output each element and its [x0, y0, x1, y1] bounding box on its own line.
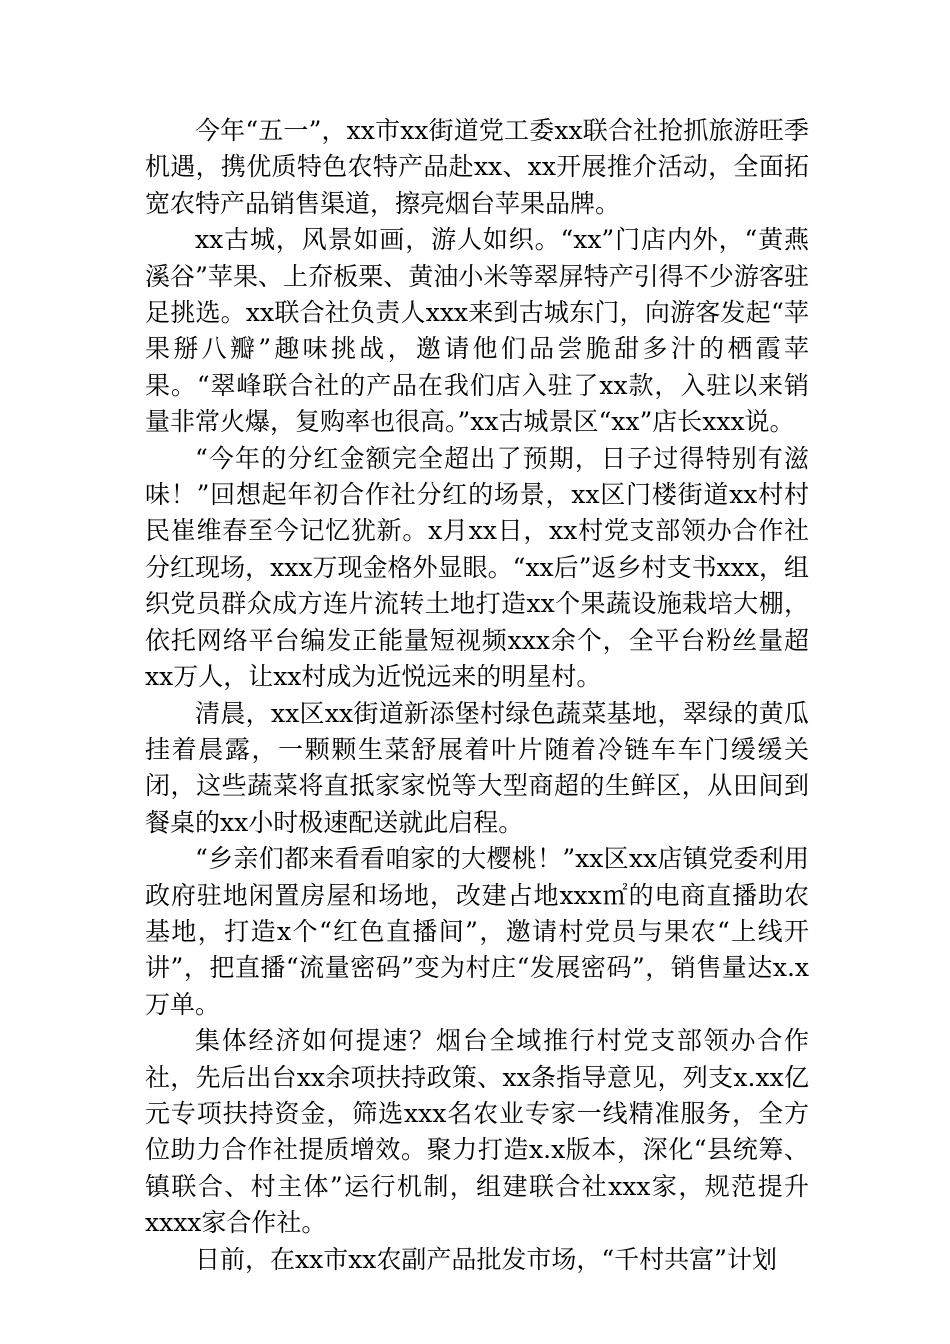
- paragraph-5: “乡亲们都来看看咱家的大樱桃！”xx区xx店镇党委利用政府驻地闲置房屋和场地，改建占地xxx㎡的电商直播助农基地，打造x个“红色直播间”，邀请村党员与果农“上线开讲”，把直播“流量密码”变为村庄“发展密码”，销售量达x.x万单。: [145, 844, 809, 1019]
- paragraph-7: 日前，在xx市xx农副产品批发市场，“千村共富”计划: [195, 1244, 777, 1274]
- paragraph-1: 今年“五一”，xx市xx街道党工委xx联合社抢抓旅游旺季机遇，携优质特色农特产品赴xx、xx开展推介活动，全面拓宽农特产品销售渠道，擦亮烟台苹果品牌。: [145, 116, 809, 218]
- article-body: [145, 113, 809, 1278]
- paragraph-2: xx古城，风景如画，游人如织。“xx”门店内外，“黄燕溪谷”苹果、上夼板栗、黄油小米等翠屏特产引得不少游客驻足挑选。xx联合社负责人xxx来到古城东门，向游客发起“苹果掰八瓣”趣味挑战，邀请他们品尝脆甜多汁的栖霞苹果。“翠峰联合社的产品在我们店入驻了xx款，入驻以来销量非常火爆，复购率也很高。”xx古城景区“xx”店长xxx说。: [145, 225, 809, 437]
- paragraph-3: “今年的分红金额完全超出了预期，日子过得特别有滋味！”回想起年初合作社分红的场景，xx区门楼街道xx村村民崔维春至今记忆犹新。x月xx日，xx村党支部领办合作社分红现场，xxx万现金格外显眼。“xx后”返乡村支书xxx，组织党员群众成方连片流转土地打造xx个果蔬设施栽培大棚，依托网络平台编发正能量短视频xxx余个，全平台粉丝量超xx万人，让xx村成为近悦远来的明星村。: [145, 443, 809, 692]
- paragraph-4: 清晨，xx区xx街道新添堡村绿色蔬菜基地，翠绿的黄瓜挂着晨露，一颗颗生菜舒展着叶片随着冷链车车门缓缓关闭，这些蔬菜将直抵家家悦等大型商超的生鲜区，从田间到餐桌的xx小时极速配送就此启程。: [145, 698, 809, 837]
- paragraph-6: 集体经济如何提速？烟台全域推行村党支部领办合作社，先后出台xx余项扶持政策、xx条指导意见，列支x.xx亿元专项扶持资金，筛选xxx名农业专家一线精准服务，全方位助力合作社提质增效。聚力打造x.x版本，深化“县统筹、镇联合、村主体”运行机制，组建联合社xxx家，规范提升xxxx家合作社。: [145, 1026, 809, 1238]
